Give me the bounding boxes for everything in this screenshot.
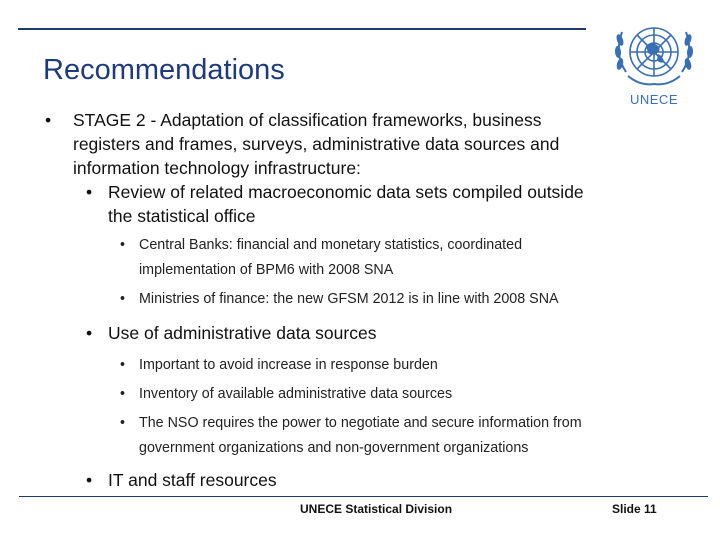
list-item-line: STAGE 2 - Adaptation of classification frameworks, business (73, 110, 542, 130)
bullet-glyph: • (120, 386, 126, 402)
list-item (120, 382, 452, 407)
footer-division-label: UNECE Statistical Division (300, 502, 453, 516)
list-item-line: information technology infrastructure: (73, 158, 361, 178)
list-item-line: implementation of BPM6 with 2008 SNA (139, 262, 394, 278)
list-item-line: registers and frames, surveys, administrative data sources and (73, 134, 560, 154)
list-item-line: Review of related macroeconomic data sets compiled outside (108, 182, 584, 202)
list-item (86, 468, 277, 492)
bullet-glyph: • (120, 415, 126, 431)
slide-number: Slide 11 (612, 502, 657, 516)
list-item (43, 108, 559, 180)
list-item-line: The NSO requires the power to negotiate and secure information from (139, 415, 582, 431)
list-item (86, 180, 584, 228)
bullet-glyph: • (120, 291, 126, 307)
list-item-line: IT and staff resources (108, 470, 277, 490)
bullet-glyph: • (86, 470, 93, 490)
bullet-glyph: • (45, 110, 52, 130)
bullet-glyph: • (120, 357, 126, 373)
list-item-line: Inventory of available administrative data sources (139, 386, 453, 402)
list-item-line: Central Banks: financial and monetary statistics, coordinated (139, 237, 523, 253)
list-item-line: Important to avoid increase in response burden (139, 357, 438, 373)
list-item (120, 411, 582, 461)
list-item-line: the statistical office (108, 206, 256, 226)
slide-title: Recommendations (43, 54, 285, 86)
list-item (120, 353, 438, 378)
list-item (120, 233, 522, 283)
bullet-glyph: • (120, 237, 126, 253)
footer-rule (19, 496, 708, 497)
list-item (86, 321, 376, 345)
bullet-glyph: • (86, 323, 93, 343)
list-item-line: government organizations and non-government organizations (139, 440, 529, 456)
unece-logo-text: UNECE (629, 92, 678, 107)
bullet-glyph: • (86, 182, 93, 202)
list-item (120, 287, 559, 312)
list-item-line: Use of administrative data sources (108, 323, 377, 343)
list-item-line: Ministries of finance: the new GFSM 2012 is in line with 2008 SNA (139, 291, 559, 307)
